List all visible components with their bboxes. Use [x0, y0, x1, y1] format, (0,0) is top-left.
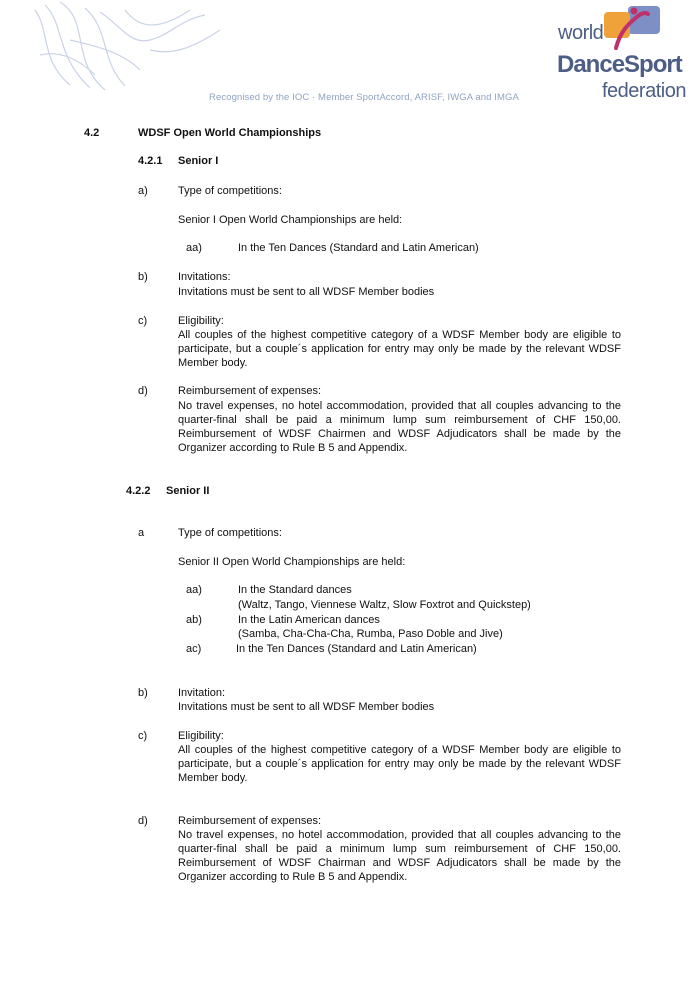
subitem-text: In the Latin American dances [238, 614, 380, 626]
item-body: All couples of the highest competitive category of a WDSF Member body are eligible to participate, but a couple´s application for entry may only be made by the relevant WDSF Member body. [178, 329, 621, 369]
subitem-detail: (Waltz, Tango, Viennese Waltz, Slow Foxtrot and Quickstep) [238, 599, 531, 611]
item-label: a) [138, 185, 148, 197]
logo-word-federation: federation [602, 80, 686, 102]
subitem-detail: (Samba, Cha-Cha-Cha, Rumba, Paso Doble and Jive) [238, 628, 503, 640]
section-number: 4.2 [84, 127, 100, 139]
subsection-title: Senior II [166, 485, 210, 497]
logo-word-world: world [558, 22, 604, 44]
section-title: WDSF Open World Championships [138, 127, 322, 139]
item-body: Invitations must be sent to all WDSF Member bodies [178, 701, 435, 713]
wdsf-logo-mark [598, 2, 666, 54]
item-label: a [138, 527, 145, 539]
item-body: No travel expenses, no hotel accommodation, provided that all couples advancing to the quarter-final shall be paid a minimum lump sum reimbursement of CHF 150,00. Reimbursement of WDSF Chairmen and WDSF Adjudicators shall be made by the Organizer according to Rule B 5 and Appendix. [178, 400, 621, 454]
subitem-text: In the Standard dances [238, 584, 352, 596]
item-body: All couples of the highest competitive category of a WDSF Member body are eligible to participate, but a couple´s application for entry may only be made by the relevant WDSF Member body. [178, 744, 621, 784]
item-intro: Senior II Open World Championships are held: [178, 556, 406, 568]
subitem-label: aa) [186, 242, 202, 254]
item-heading: Type of competitions: [178, 527, 282, 539]
subitem-label: ac) [186, 643, 202, 655]
item-heading: Eligibility: [178, 730, 224, 742]
item-body: No travel expenses, no hotel accommodation, provided that all couples advancing to the quarter-final shall be paid a minimum lump sum reimbursement of CHF 150,00. Reimbursement of WDSF Chairman and WDSF Adjudicators shall be made by the Organizer according to Rule B 5 and Appendix. [178, 829, 621, 883]
item-heading: Eligibility: [178, 315, 224, 327]
subsection-number: 4.2.2 [126, 485, 151, 497]
item-label: c) [138, 730, 148, 742]
item-label: b) [138, 271, 148, 283]
logo-word-dancesport: DanceSport [557, 51, 682, 78]
subitem-label: aa) [186, 584, 202, 596]
dancer-sketch-graphic [30, 0, 230, 92]
subsection-title: Senior I [178, 155, 219, 167]
subitem-label: ab) [186, 614, 202, 626]
subitem-text: In the Ten Dances (Standard and Latin American) [238, 242, 479, 254]
item-label: d) [138, 385, 148, 397]
item-intro: Senior I Open World Championships are held: [178, 214, 403, 226]
header-tagline: Recognised by the IOC · Member SportAccord, ARISF, IWGA and IMGA [209, 92, 519, 103]
item-heading: Reimbursement of expenses: [178, 385, 322, 397]
item-label: b) [138, 687, 148, 699]
item-label: d) [138, 815, 148, 827]
item-heading: Invitations: [178, 271, 231, 283]
item-heading: Reimbursement of expenses: [178, 815, 322, 827]
subsection-number: 4.2.1 [138, 155, 163, 167]
item-label: c) [138, 315, 148, 327]
item-heading: Type of competitions: [178, 185, 282, 197]
item-body: Invitations must be sent to all WDSF Member bodies [178, 286, 435, 298]
item-heading: Invitation: [178, 687, 226, 699]
subitem-text: In the Ten Dances (Standard and Latin American) [236, 643, 477, 655]
